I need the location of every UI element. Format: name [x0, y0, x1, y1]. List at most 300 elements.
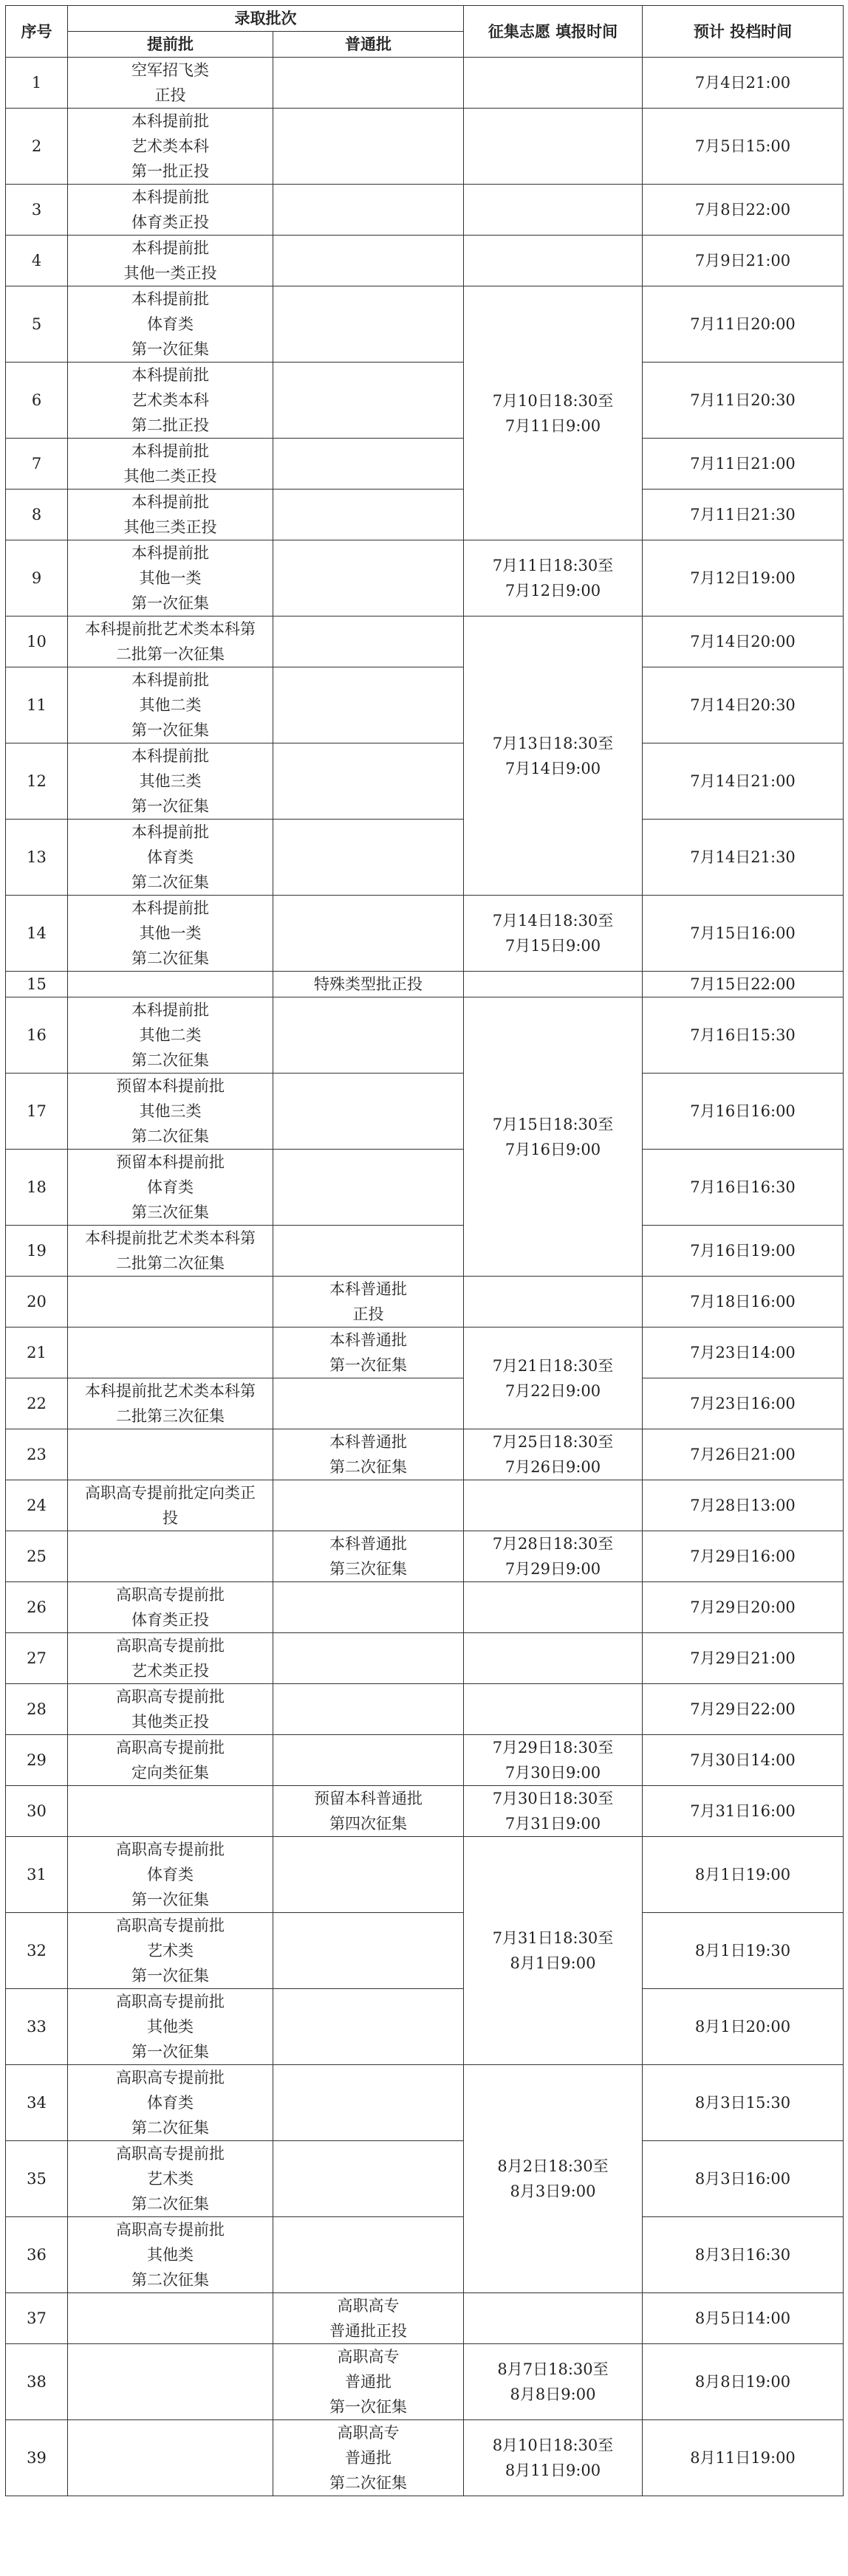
table-row [6, 490, 844, 540]
cell-eta: 7月11日20:30 [643, 363, 844, 439]
table-row [6, 1531, 844, 1582]
cell-early-line: 预留本科提前批 [116, 1077, 225, 1095]
cell-window-line: 7月16日9:00 [505, 1140, 601, 1158]
cell-early-batch [68, 1429, 273, 1480]
cell-window-line: 7月11日9:00 [505, 416, 601, 435]
cell-window [464, 1429, 643, 1480]
cell-early-batch [68, 1633, 273, 1684]
cell-normal-line: 普通批 [345, 2373, 391, 2391]
cell-early-batch [68, 1328, 273, 1378]
cell-early-line: 体育类 [147, 1866, 194, 1883]
cell-eta: 7月23日16:00 [643, 1378, 844, 1429]
cell-window [464, 58, 643, 109]
cell-eta: 8月3日16:30 [643, 2217, 844, 2293]
table-row [6, 1074, 844, 1150]
header-seq: 序号 [6, 6, 68, 58]
cell-normal-line: 第二次征集 [329, 1458, 407, 1476]
cell-seq: 8 [6, 490, 68, 540]
cell-window-line: 7月31日9:00 [505, 1815, 601, 1833]
table-row [6, 1328, 844, 1378]
cell-seq: 36 [6, 2217, 68, 2293]
cell-normal-batch [273, 185, 464, 236]
cell-normal-batch [273, 1328, 464, 1378]
cell-early-line: 艺术类本科 [131, 391, 209, 409]
cell-eta: 7月5日15:00 [643, 109, 844, 185]
cell-early-batch [68, 2141, 273, 2217]
cell-eta: 7月29日20:00 [643, 1582, 844, 1633]
cell-seq: 14 [6, 896, 68, 972]
table-row [6, 286, 844, 363]
cell-early-line: 高职高专提前批 [116, 2069, 225, 2086]
cell-eta: 7月14日21:30 [643, 820, 844, 896]
cell-normal-batch [273, 667, 464, 743]
cell-normal-line: 本科普通批 [329, 1331, 407, 1349]
cell-early-line: 其他一类正投 [123, 264, 217, 282]
header-window-line2: 填报时间 [555, 21, 618, 41]
table-row [6, 997, 844, 1074]
cell-normal-line: 第三次征集 [329, 1560, 407, 1578]
table-row [6, 363, 844, 439]
cell-eta: 8月8日19:00 [643, 2344, 844, 2420]
cell-early-batch [68, 1837, 273, 1913]
cell-window [464, 1480, 643, 1531]
cell-early-line: 其他一类 [139, 569, 202, 587]
cell-seq: 16 [6, 997, 68, 1074]
table-row [6, 2065, 844, 2141]
cell-early-line: 艺术类 [147, 2170, 194, 2188]
cell-seq: 15 [6, 972, 68, 997]
cell-seq: 21 [6, 1328, 68, 1378]
table-row [6, 896, 844, 972]
cell-normal-batch [273, 1735, 464, 1786]
cell-early-batch [68, 286, 273, 363]
cell-early-line: 艺术类本科 [131, 137, 209, 155]
cell-eta: 8月3日16:00 [643, 2141, 844, 2217]
cell-early-line: 本科提前批艺术类本科第 [85, 1229, 256, 1247]
cell-early-line: 艺术类 [147, 1942, 194, 1960]
cell-normal-batch [273, 997, 464, 1074]
cell-normal-batch [273, 1150, 464, 1226]
cell-early-batch [68, 743, 273, 820]
cell-normal-line: 第二次征集 [329, 2474, 407, 2492]
cell-early-line: 本科提前批 [131, 671, 209, 689]
cell-early-batch [68, 540, 273, 616]
cell-eta: 7月14日21:00 [643, 743, 844, 820]
cell-early-line: 其他类 [147, 2018, 194, 2036]
cell-early-batch [68, 1277, 273, 1328]
cell-eta: 7月15日16:00 [643, 896, 844, 972]
cell-early-batch [68, 1989, 273, 2065]
table-row [6, 1150, 844, 1226]
cell-normal-line: 普通批 [345, 2449, 391, 2467]
cell-early-line: 第一次征集 [131, 1967, 209, 1985]
cell-early-line: 空军招飞类 [131, 61, 209, 79]
cell-window [464, 1837, 643, 2065]
cell-window-line: 8月10日18:30至 [492, 2436, 614, 2454]
cell-early-batch [68, 667, 273, 743]
cell-early-line: 其他一类 [139, 924, 202, 942]
cell-early-batch [68, 997, 273, 1074]
cell-seq: 23 [6, 1429, 68, 1480]
cell-early-batch [68, 2217, 273, 2293]
cell-normal-batch [273, 616, 464, 667]
cell-early-line: 体育类正投 [131, 1611, 209, 1629]
cell-seq: 10 [6, 616, 68, 667]
cell-early-line: 本科提前批艺术类本科第 [85, 620, 256, 638]
cell-window [464, 1531, 643, 1582]
cell-normal-line: 普通批正投 [329, 2322, 407, 2340]
cell-eta: 7月12日19:00 [643, 540, 844, 616]
cell-eta: 7月8日22:00 [643, 185, 844, 236]
cell-early-batch [68, 363, 273, 439]
cell-window-line: 7月12日9:00 [505, 582, 601, 600]
cell-normal-line: 高职高专 [337, 2297, 400, 2315]
cell-normal-batch [273, 363, 464, 439]
cell-window-line: 7月15日18:30至 [492, 1115, 614, 1133]
table-row [6, 972, 844, 997]
cell-window-line: 7月31日18:30至 [492, 1929, 614, 1947]
cell-eta: 8月11日19:00 [643, 2420, 844, 2496]
table-row [6, 616, 844, 667]
cell-window [464, 997, 643, 1277]
cell-seq: 2 [6, 109, 68, 185]
table-row [6, 2293, 844, 2344]
cell-seq: 4 [6, 236, 68, 286]
cell-normal-batch [273, 1913, 464, 1989]
cell-early-line: 本科提前批 [131, 366, 209, 384]
cell-window [464, 1328, 643, 1429]
header-eta-line1: 预计 [693, 21, 725, 41]
cell-early-line: 高职高专提前批定向类正 [85, 1484, 256, 1502]
cell-early-line: 体育类 [147, 315, 194, 333]
cell-seq: 38 [6, 2344, 68, 2420]
cell-window-line: 7月25日18:30至 [492, 1433, 614, 1451]
cell-normal-line: 高职高专 [337, 2348, 400, 2366]
cell-seq: 1 [6, 58, 68, 109]
cell-window-line: 7月14日18:30至 [492, 912, 614, 930]
cell-early-batch [68, 1531, 273, 1582]
cell-window-line: 7月30日9:00 [505, 1764, 601, 1782]
cell-early-line: 第二次征集 [131, 2271, 209, 2289]
cell-window-line: 8月2日18:30至 [497, 2157, 609, 2175]
cell-normal-batch [273, 2344, 464, 2420]
cell-normal-batch [273, 743, 464, 820]
cell-early-line: 高职高专提前批 [116, 1739, 225, 1756]
cell-normal-batch [273, 1226, 464, 1277]
cell-normal-line: 特殊类型批正投 [314, 975, 423, 993]
cell-early-line: 第二次征集 [131, 1127, 209, 1145]
cell-seq: 7 [6, 439, 68, 490]
cell-early-line: 高职高专提前批 [116, 1917, 225, 1934]
cell-window-line: 7月13日18:30至 [492, 734, 614, 752]
cell-normal-batch [273, 1429, 464, 1480]
cell-early-batch [68, 2293, 273, 2344]
cell-normal-batch [273, 286, 464, 363]
table-row [6, 1480, 844, 1531]
cell-seq: 35 [6, 2141, 68, 2217]
cell-normal-line: 正投 [352, 1305, 384, 1323]
cell-normal-line: 高职高专 [337, 2424, 400, 2442]
cell-eta: 7月9日21:00 [643, 236, 844, 286]
cell-seq: 33 [6, 1989, 68, 2065]
cell-early-line: 第一次征集 [131, 1891, 209, 1909]
cell-eta: 8月1日19:30 [643, 1913, 844, 1989]
cell-seq: 17 [6, 1074, 68, 1150]
header-eta [643, 6, 844, 58]
cell-early-line: 本科提前批 [131, 112, 209, 130]
table-row [6, 540, 844, 616]
cell-window-line: 7月22日9:00 [505, 1381, 601, 1400]
cell-early-line: 第一次征集 [131, 594, 209, 612]
header-window-line1: 征集志愿 [488, 21, 550, 41]
cell-seq: 18 [6, 1150, 68, 1226]
table-row [6, 2217, 844, 2293]
cell-eta: 7月16日16:30 [643, 1150, 844, 1226]
cell-seq: 11 [6, 667, 68, 743]
cell-window [464, 236, 643, 286]
cell-normal-line: 预留本科普通批 [314, 1790, 423, 1807]
cell-early-batch [68, 2065, 273, 2141]
cell-eta: 7月11日21:00 [643, 439, 844, 490]
cell-normal-batch [273, 236, 464, 286]
table-row [6, 109, 844, 185]
cell-seq: 26 [6, 1582, 68, 1633]
cell-early-line: 本科提前批 [131, 823, 209, 841]
cell-early-line: 第二次征集 [131, 2195, 209, 2213]
cell-early-line: 高职高专提前批 [116, 2221, 225, 2239]
cell-seq: 22 [6, 1378, 68, 1429]
cell-seq: 13 [6, 820, 68, 896]
table-row [6, 236, 844, 286]
cell-normal-line: 第一次征集 [329, 2398, 407, 2416]
cell-early-line: 其他三类正投 [123, 518, 217, 536]
cell-seq: 25 [6, 1531, 68, 1582]
cell-normal-batch [273, 2065, 464, 2141]
cell-window-line: 7月26日9:00 [505, 1458, 601, 1476]
cell-early-line: 本科提前批 [131, 544, 209, 562]
cell-early-batch [68, 1582, 273, 1633]
cell-window [464, 1277, 643, 1328]
cell-early-line: 本科提前批 [131, 290, 209, 308]
cell-early-line: 第二次征集 [131, 1051, 209, 1069]
cell-eta: 7月16日19:00 [643, 1226, 844, 1277]
cell-eta: 7月11日20:00 [643, 286, 844, 363]
cell-eta: 7月16日15:30 [643, 997, 844, 1074]
cell-window [464, 2344, 643, 2420]
cell-window [464, 2293, 643, 2344]
cell-early-batch [68, 1684, 273, 1735]
table-row [6, 1226, 844, 1277]
cell-window [464, 1786, 643, 1837]
cell-early-line: 二批第二次征集 [116, 1254, 225, 1272]
cell-early-batch [68, 1786, 273, 1837]
cell-early-line: 其他二类正投 [123, 467, 217, 485]
cell-seq: 32 [6, 1913, 68, 1989]
cell-seq: 19 [6, 1226, 68, 1277]
cell-normal-batch [273, 109, 464, 185]
header-early: 提前批 [68, 32, 273, 58]
cell-seq: 20 [6, 1277, 68, 1328]
cell-early-line: 第一次征集 [131, 340, 209, 358]
cell-seq: 3 [6, 185, 68, 236]
cell-normal-batch [273, 1837, 464, 1913]
cell-early-line: 定向类征集 [131, 1764, 209, 1782]
cell-seq: 9 [6, 540, 68, 616]
cell-window-line: 7月29日9:00 [505, 1560, 601, 1578]
table-row [6, 1837, 844, 1913]
table-row [6, 1786, 844, 1837]
table-row [6, 1989, 844, 2065]
cell-window [464, 1582, 643, 1633]
cell-normal-batch [273, 1989, 464, 2065]
cell-seq: 6 [6, 363, 68, 439]
cell-eta: 7月11日21:30 [643, 490, 844, 540]
cell-early-batch [68, 185, 273, 236]
schedule-table-wrapper [5, 5, 844, 2496]
cell-normal-batch [273, 2420, 464, 2496]
cell-early-line: 其他类 [147, 2246, 194, 2264]
cell-early-line: 其他二类 [139, 696, 202, 714]
table-row [6, 743, 844, 820]
cell-seq: 29 [6, 1735, 68, 1786]
cell-normal-batch [273, 1074, 464, 1150]
cell-normal-batch [273, 1633, 464, 1684]
header-normal: 普通批 [273, 32, 464, 58]
table-row [6, 1735, 844, 1786]
cell-window-line: 7月14日9:00 [505, 759, 601, 777]
cell-window-line: 7月29日18:30至 [492, 1739, 614, 1756]
cell-seq: 30 [6, 1786, 68, 1837]
table-row [6, 1913, 844, 1989]
cell-window-line: 8月11日9:00 [505, 2462, 601, 2479]
cell-eta: 8月1日19:00 [643, 1837, 844, 1913]
cell-early-line: 高职高专提前批 [116, 2145, 225, 2163]
cell-eta: 7月29日16:00 [643, 1531, 844, 1582]
cell-window [464, 1735, 643, 1786]
cell-early-line: 本科提前批 [131, 239, 209, 257]
cell-window [464, 896, 643, 972]
cell-early-line: 本科提前批艺术类本科第 [85, 1382, 256, 1400]
cell-early-line: 高职高专提前批 [116, 1993, 225, 2010]
header-batch: 录取批次 [68, 6, 464, 32]
cell-early-line: 正投 [154, 86, 186, 104]
cell-seq: 39 [6, 2420, 68, 2496]
cell-eta: 8月1日20:00 [643, 1989, 844, 2065]
cell-window-line: 8月7日18:30至 [497, 2360, 609, 2378]
cell-early-line: 体育类 [147, 1178, 194, 1196]
cell-early-batch [68, 1378, 273, 1429]
header-eta-line2: 投档时间 [730, 21, 793, 41]
cell-early-line: 二批第三次征集 [116, 1407, 225, 1425]
cell-early-batch [68, 616, 273, 667]
cell-early-line: 其他二类 [139, 1026, 202, 1044]
cell-eta: 7月14日20:30 [643, 667, 844, 743]
cell-window-line: 7月15日9:00 [505, 937, 601, 955]
cell-window [464, 2420, 643, 2496]
table-header [6, 6, 844, 58]
cell-early-line: 第三次征集 [131, 1203, 209, 1221]
table-body [6, 58, 844, 2496]
cell-early-line: 艺术类正投 [131, 1662, 209, 1680]
cell-early-line: 其他三类 [139, 772, 202, 790]
table-row [6, 185, 844, 236]
cell-seq: 34 [6, 2065, 68, 2141]
cell-window [464, 616, 643, 896]
cell-window-line: 8月8日9:00 [510, 2386, 596, 2403]
cell-early-line: 第一次征集 [131, 2043, 209, 2061]
cell-eta: 7月15日22:00 [643, 972, 844, 997]
cell-early-batch [68, 2420, 273, 2496]
cell-normal-batch [273, 1378, 464, 1429]
cell-window [464, 1684, 643, 1735]
cell-normal-batch [273, 1582, 464, 1633]
cell-early-batch [68, 896, 273, 972]
cell-window [464, 540, 643, 616]
cell-window [464, 2065, 643, 2293]
cell-seq: 5 [6, 286, 68, 363]
cell-seq: 31 [6, 1837, 68, 1913]
cell-normal-line: 本科普通批 [329, 1535, 407, 1553]
cell-early-batch [68, 1150, 273, 1226]
cell-window-line: 7月21日18:30至 [492, 1356, 614, 1375]
cell-early-line: 第二次征集 [131, 949, 209, 967]
admission-schedule-table [5, 5, 844, 2496]
cell-early-line: 第二次征集 [131, 2119, 209, 2137]
cell-eta: 7月23日14:00 [643, 1328, 844, 1378]
cell-eta: 7月4日21:00 [643, 58, 844, 109]
cell-early-line: 体育类正投 [131, 213, 209, 231]
cell-seq: 27 [6, 1633, 68, 1684]
cell-early-line: 其他三类 [139, 1102, 202, 1120]
cell-early-batch [68, 1913, 273, 1989]
header-window [464, 6, 643, 58]
cell-early-batch [68, 1480, 273, 1531]
table-row [6, 1582, 844, 1633]
cell-normal-line: 第四次征集 [329, 1815, 407, 1833]
cell-window-line: 7月30日18:30至 [492, 1790, 614, 1807]
table-row [6, 2141, 844, 2217]
cell-early-line: 本科提前批 [131, 442, 209, 460]
cell-window-line: 7月11日18:30至 [492, 557, 614, 574]
cell-early-line: 其他类正投 [131, 1713, 209, 1731]
cell-early-batch [68, 2344, 273, 2420]
cell-eta: 7月26日21:00 [643, 1429, 844, 1480]
cell-early-line: 第一批正投 [131, 162, 209, 180]
cell-early-batch [68, 820, 273, 896]
cell-seq: 12 [6, 743, 68, 820]
cell-early-line: 高职高专提前批 [116, 1586, 225, 1604]
table-row [6, 1429, 844, 1480]
cell-normal-batch [273, 2293, 464, 2344]
cell-early-line: 高职高专提前批 [116, 1841, 225, 1858]
cell-early-line: 高职高专提前批 [116, 1688, 225, 1706]
cell-window [464, 185, 643, 236]
table-row [6, 1633, 844, 1684]
cell-early-line: 体育类 [147, 848, 194, 866]
cell-window [464, 972, 643, 997]
cell-seq: 28 [6, 1684, 68, 1735]
cell-window-line: 8月3日9:00 [510, 2182, 596, 2200]
cell-early-line: 第二批正投 [131, 416, 209, 434]
cell-early-batch [68, 1226, 273, 1277]
cell-eta: 7月16日16:00 [643, 1074, 844, 1150]
cell-eta: 7月29日22:00 [643, 1684, 844, 1735]
cell-early-line: 本科提前批 [131, 1001, 209, 1019]
cell-normal-batch [273, 1480, 464, 1531]
cell-early-batch [68, 109, 273, 185]
cell-early-line: 本科提前批 [131, 493, 209, 511]
cell-early-line: 体育类 [147, 2094, 194, 2112]
